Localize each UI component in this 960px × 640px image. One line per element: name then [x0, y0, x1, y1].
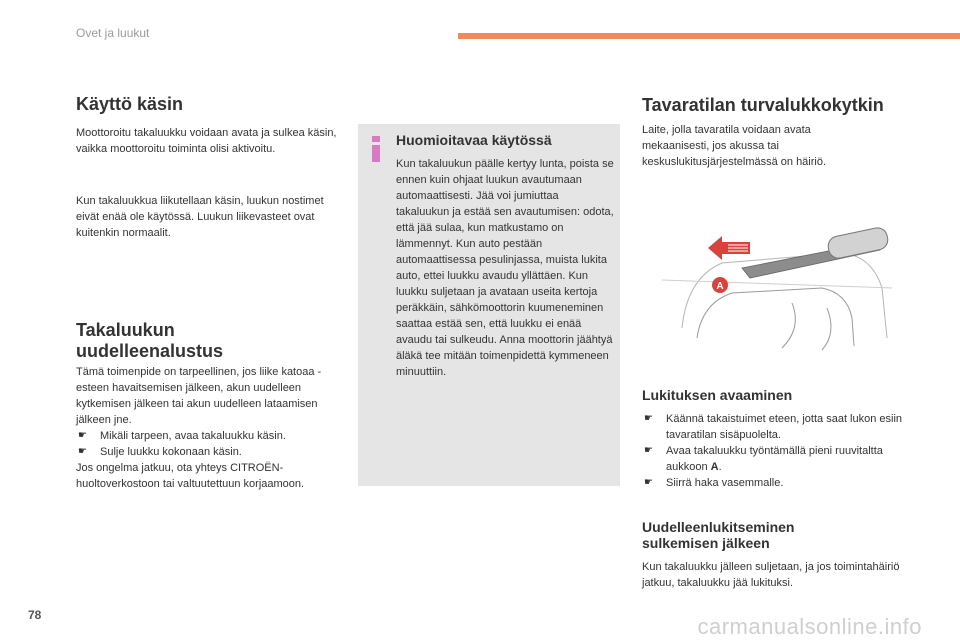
reset-bullet-2-text: Sulje luukku kokonaan käsin. [100, 446, 242, 458]
unlock-bullet-2-ref: A [710, 461, 719, 473]
relock-title-line1: Uudelleenlukitseminen [642, 519, 795, 535]
unlock-bullet-3 [642, 475, 906, 491]
manual-use-section [76, 96, 346, 112]
manual-use-p1: Moottoroitu takaluukku voidaan avata ja sulkea käsin, vaikka moottoroitu toiminta olisi aktivoitu. [76, 127, 337, 155]
reset-bullet-2 [76, 444, 346, 460]
unlock-bullet-2: ☛ Avaa takaluukku työntämällä pieni ruuvitaltta aukkoon A. [644, 445, 883, 473]
notice-box [358, 124, 620, 486]
reset-outro: Jos ongelma jatkuu, ota yhteys CITROËN-huoltoverkostoon tai valtuutettuun korjaamoon. [76, 462, 305, 490]
relock-text: Kun takaluukku jälleen suljetaan, ja jos toimintahäiriö jatkuu, takaluukku jää lukituksi. [642, 561, 900, 589]
emergency-lock-section [642, 97, 912, 170]
page-number: 78 [28, 608, 42, 622]
unlock-section [642, 387, 912, 491]
reset-bullet-1 [76, 428, 346, 444]
info-icon [368, 136, 384, 164]
bullet-icon: ☛ [644, 413, 653, 424]
bullet-icon: ☛ [644, 445, 653, 456]
unlock-title: Lukituksen avaaminen [642, 387, 793, 403]
manual-use-p2-wrap [76, 193, 346, 241]
unlock-bullet-2-text: Avaa takaluukku työntämällä pieni ruuvitaltta aukkoon [666, 445, 883, 473]
header-accent-bar [458, 33, 960, 39]
relock-title-line2: sulkemisen jälkeen [642, 535, 770, 551]
unlock-bullet-3-text: Siirrä haka vasemmalle. [666, 477, 784, 489]
section-header: Ovet ja luukut [76, 26, 150, 40]
emergency-lock-title: Tavaratilan turvalukkokytkin [642, 95, 884, 115]
relock-section [642, 519, 912, 591]
bullet-icon: ☛ [78, 446, 87, 457]
reset-section [76, 320, 346, 492]
emergency-lock-intro: Laite, jolla tavaratila voidaan avata mekaanisesti, jos akussa tai keskuslukitusjärjestelmässä on häiriö. [642, 124, 827, 168]
reset-bullet-1-text: Mikäli tarpeen, avaa takaluukku käsin. [100, 430, 286, 442]
bullet-icon: ☛ [644, 477, 653, 488]
bullet-icon: ☛ [78, 430, 87, 441]
watermark: carmanualsonline.info [697, 614, 922, 639]
svg-text:A: A [716, 281, 724, 292]
manual-use-title: Käyttö käsin [76, 94, 184, 114]
unlock-bullet-1 [642, 411, 906, 443]
unlock-bullet-1-text: Käännä takaistuimet eteen, jotta saat lukon esiin tavaratilan sisäpuolelta. [666, 413, 903, 441]
manual-use-p2: Kun takaluukkua liikutellaan käsin, luukun nostimet eivät enää ole käytössä. Luukun liikevasteet ovat kuitenkin normaalit. [76, 195, 324, 239]
reset-intro: Tämä toimenpide on tarpeellinen, jos liike katoaa - esteen havaitsemisen jälkeen, akun uudelleen kytkemisen jälkeen tai akun uudelleen lataamisen jälkeen jne. [76, 366, 322, 426]
arrow-left-icon [708, 236, 750, 260]
reset-title-line1: Takaluukun [76, 320, 175, 340]
notice-body: Kun takaluukun päälle kertyy lunta, poista se ennen kuin ohjaat luukun avautumaan automaattisesti. Jää voi jumiuttaa takaluukun ja estää sen avautumisen: odota, että jää sulaa, kun matkustamo on lämmennyt. Kun auto pestään automaattisessa pesulinjassa, muista lukita auto, ettei luukku avaudu yllättäen. Kun luukku suljetaan ja avataan useita kertoja peräkkäin, sähkömoottorin kuumeneminen saattaa estää sen, että luukku ei enää avaudu tai sulkeudu. Anna moottorin jäähtyä äläkä tee mitään toimenpidettä kymmeneen minuuttiin. [396, 158, 614, 378]
notice-title: Huomioitavaa käytössä [396, 132, 552, 148]
trunk-lock-illustration [642, 208, 908, 356]
reset-title-line2: uudelleenalustus [76, 341, 224, 361]
manual-use-p1-wrap [76, 125, 346, 157]
